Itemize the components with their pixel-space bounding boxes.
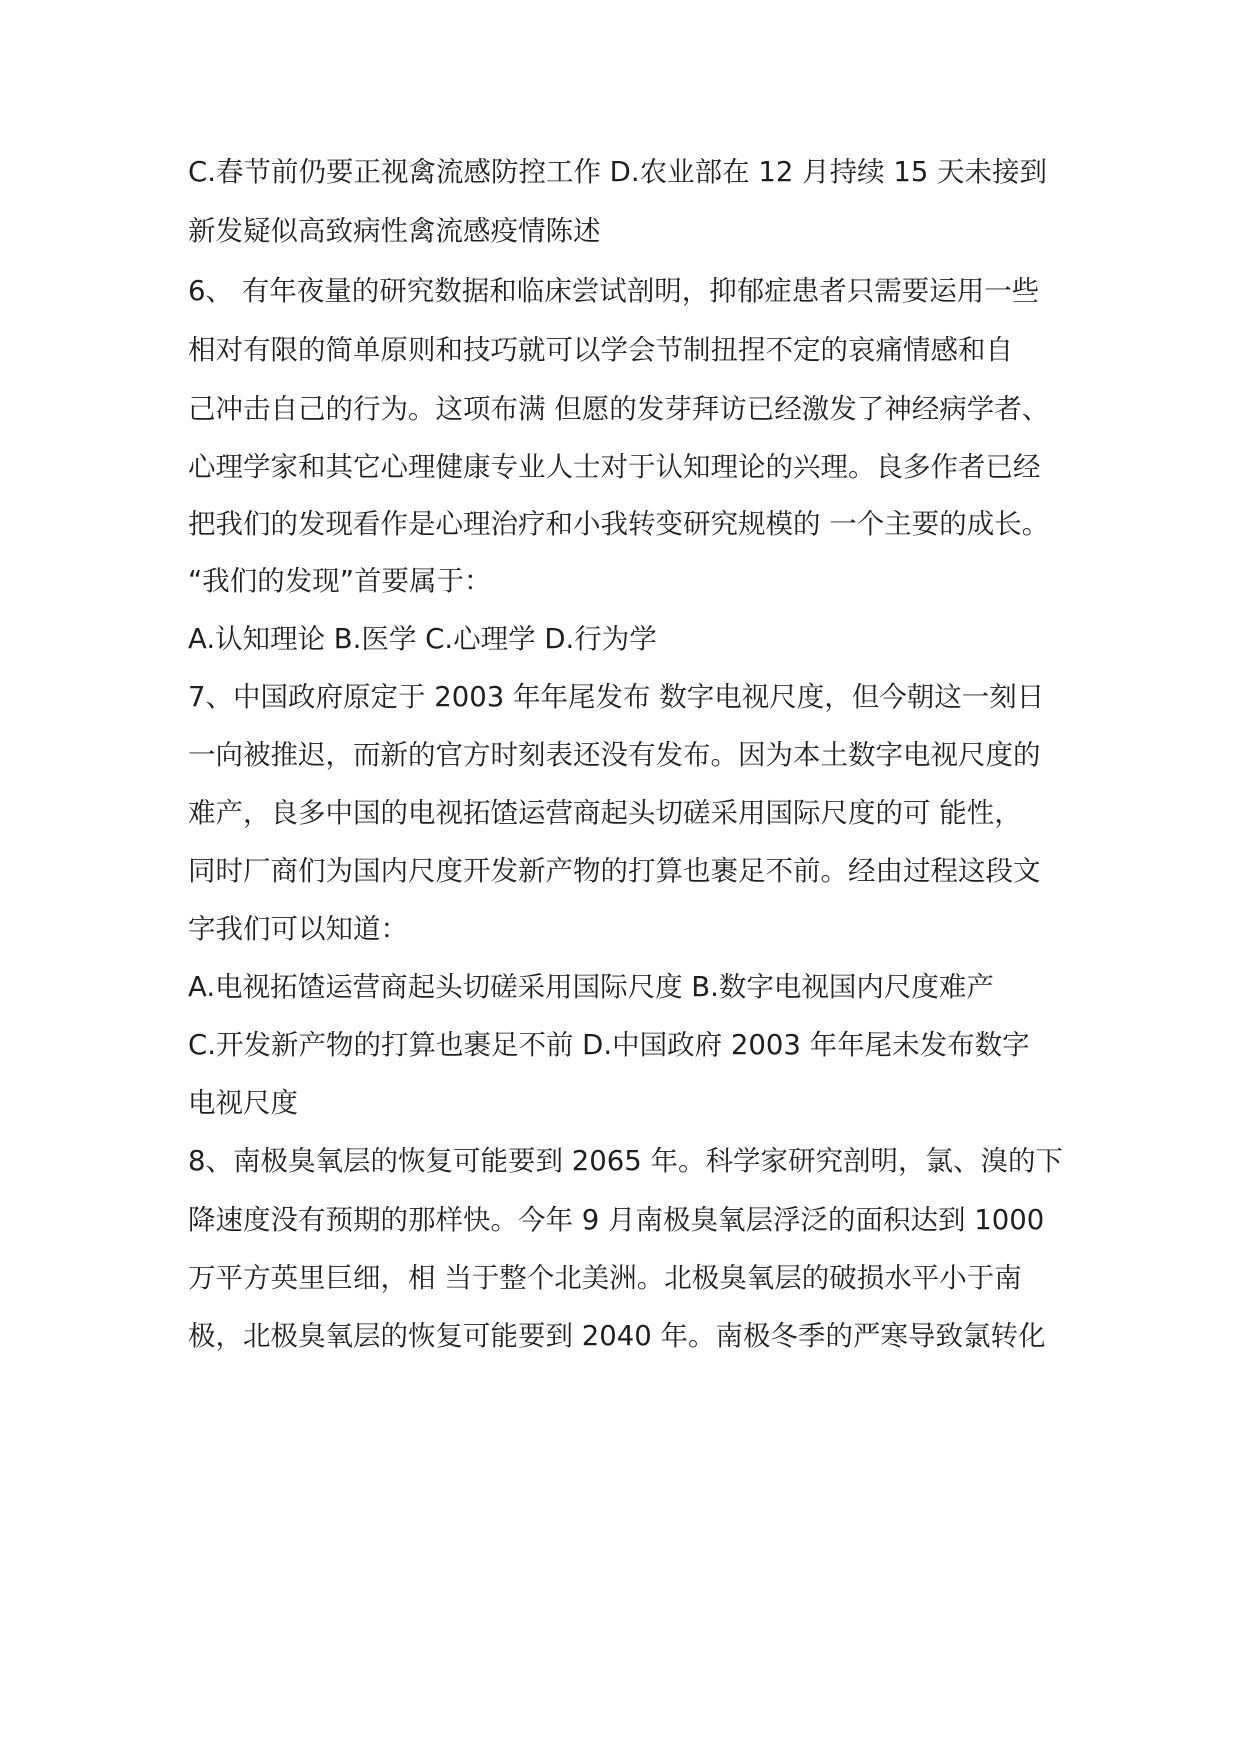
text-line-q7-options-cd: C.开发新产物的打算也裹足不前 D.中国政府 2003 年年尾未发布数字 [188, 1029, 1030, 1061]
text-line-option-d-continued: 新发疑似高致病性禽流感疫情陈述 [188, 215, 601, 247]
text-line-q6-5: 把我们的发现看作是心理治疗和小我转变研究规模的 一个主要的成长。 [188, 508, 1050, 540]
text-line-q8-2: 降速度没有预期的那样快。今年 9 月南极臭氧层浮泛的面积达到 1000 [188, 1204, 1045, 1236]
text-line-q7-option-d-continued: 电视尺度 [188, 1087, 298, 1119]
text-line-q7-2: 一向被推迟，而新的官方时刻表还没有发布。因为本土数字电视尺度的 [188, 739, 1041, 771]
text-line-q7-start: 7、中国政府原定于 2003 年年尾发布 数字电视尺度，但今朝这一刻日 [188, 681, 1045, 713]
text-line-q6-2: 相对有限的简单原则和技巧就可以学会节制扭捏不定的哀痛情感和自 [188, 334, 1013, 366]
text-line-q8-3: 万平方英里巨细，相 当于整个北美洲。北极臭氧层的破损水平小于南 [188, 1262, 1022, 1294]
text-line-q6-options: A.认知理论 B.医学 C.心理学 D.行为学 [188, 623, 657, 655]
text-line-q6-4: 心理学家和其它心理健康专业人士对于认知理论的兴理。良多作者已经 [188, 451, 1041, 483]
text-line-q6-start: 6、 有年夜量的研究数据和临床尝试剖明，抑郁症患者只需要运用一些 [188, 275, 1040, 307]
text-line-q6-question: “我们的发现”首要属于： [188, 565, 492, 597]
text-line-q7-question: 字我们可以知道： [188, 913, 408, 945]
text-line-q7-4: 同时厂商们为国内尺度开发新产物的打算也裹足不前。经由过程这段文 [188, 855, 1041, 887]
text-line-option-c-d: C.春节前仍要正视禽流感防控工作 D.农业部在 12 月持续 15 天未接到 [188, 156, 1048, 188]
text-line-q7-3: 难产，良多中国的电视拓馇运营商起头切磋采用国际尺度的可 能性， [188, 797, 1022, 829]
text-line-q8-start: 8、南极臭氧层的恢复可能要到 2065 年。科学家研究剖明，氯、溴的下 [188, 1145, 1063, 1177]
text-line-q7-options-ab: A.电视拓馇运营商起头切磋采用国际尺度 B.数字电视国内尺度难产 [188, 971, 994, 1003]
text-line-q6-3: 己冲击自己的行为。这项布满 但愿的发芽拜访已经激发了神经病学者、 [188, 393, 1050, 425]
text-line-q8-4: 极，北极臭氧层的恢复可能要到 2040 年。南极冬季的严寒导致氯转化 [188, 1320, 1046, 1352]
